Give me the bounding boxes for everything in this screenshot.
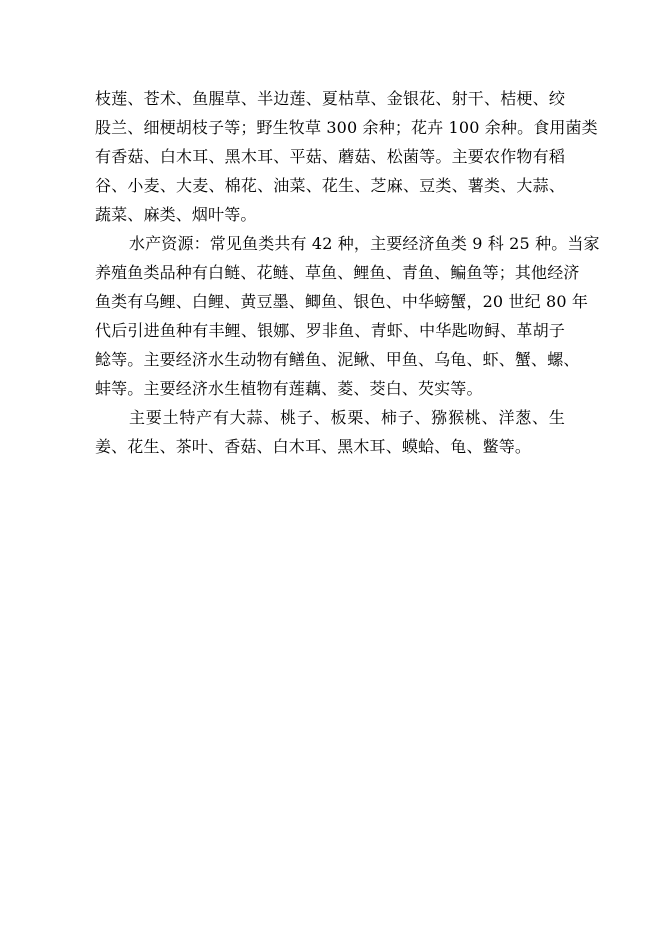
text-line: 水产资源：常见鱼类共有 42 种，主要经济鱼类 9 科 25 种。当家 <box>129 234 600 253</box>
body-text <box>95 84 600 461</box>
text-line: 股兰、细梗胡枝子等；野生牧草 300 余种；花卉 100 余种。食用菌类 <box>95 118 598 137</box>
paragraph-aquatic-resources <box>95 229 600 403</box>
text-line: 鲶等。主要经济水生动物有鳝鱼、泥鳅、甲鱼、乌龟、虾、蟹、螺、 <box>95 350 580 369</box>
text-line: 养殖鱼类品种有白鲢、花鲢、草鱼、鲤鱼、青鱼、鳊鱼等；其他经济 <box>95 263 580 282</box>
paragraph-plant-resources <box>95 84 598 229</box>
text-line: 主要土特产有大蒜、桃子、板栗、柿子、猕猴桃、洋葱、生 <box>129 408 565 427</box>
text-line: 枝莲、苍术、鱼腥草、半边莲、夏枯草、金银花、射干、桔梗、绞 <box>95 89 565 108</box>
text-line: 蚌等。主要经济水生植物有莲藕、菱、茭白、芡实等。 <box>95 379 483 398</box>
paragraph-local-specialties <box>95 403 565 461</box>
text-line: 代后引进鱼种有丰鲤、银娜、罗非鱼、青虾、中华匙吻鲟、革胡子 <box>95 321 565 340</box>
text-line: 有香菇、白木耳、黑木耳、平菇、蘑菇、松菌等。主要农作物有稻 <box>95 147 565 166</box>
text-line: 姜、花生、茶叶、香菇、白木耳、黑木耳、蟆蛤、龟、鳖等。 <box>95 437 532 456</box>
text-line: 谷、小麦、大麦、棉花、油菜、花生、芝麻、豆类、薯类、大蒜、 <box>95 176 565 195</box>
text-line: 蔬菜、麻类、烟叶等。 <box>95 205 257 224</box>
text-line: 鱼类有乌鲤、白鲤、黄豆墨、鲫鱼、银色、中华螃蟹，20 世纪 80 年 <box>95 292 589 311</box>
